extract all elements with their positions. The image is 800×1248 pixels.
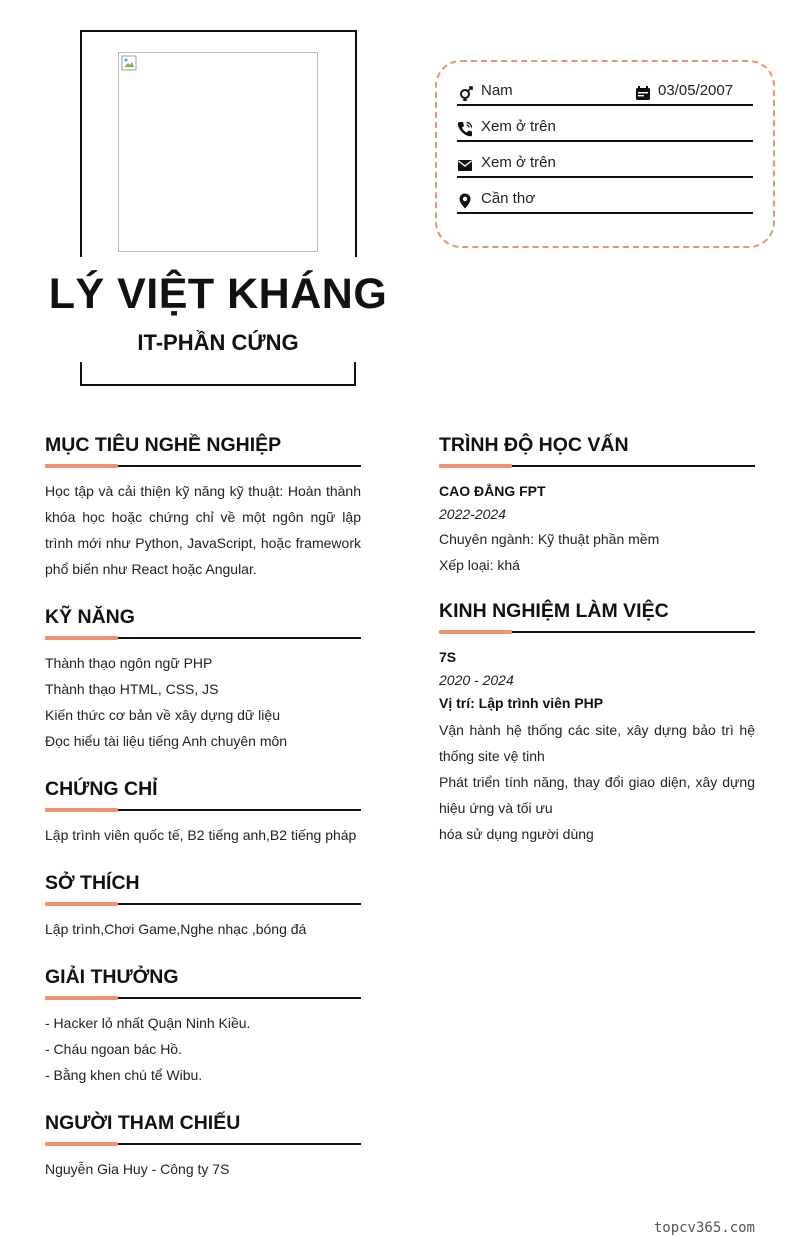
experience-role: Vị trí: Lập trình viên PHP (439, 695, 604, 711)
section-certificates (45, 776, 361, 848)
list-item: hóa sử dụng người dùng (439, 826, 594, 842)
company-name: 7S (439, 649, 457, 665)
section-divider (45, 808, 361, 812)
contact-row-address (457, 190, 753, 214)
section-divider (439, 630, 755, 634)
section-divider (439, 464, 755, 468)
section-experience (439, 598, 755, 847)
birthday-value: 03/05/2007 (658, 82, 734, 99)
list-item: Thành thạo ngôn ngữ PHP (45, 655, 213, 671)
section-divider (45, 902, 361, 906)
section-title: KINH NGHIỆM LÀM VIỆC (439, 600, 669, 622)
phone-value: Xem ở trên (481, 118, 556, 135)
section-awards (45, 964, 361, 1088)
list-item: - Bằng khen chú tể Wibu. (45, 1067, 203, 1083)
list-item: Kiến thức cơ bản về xây dựng dữ liệu (45, 707, 280, 723)
calendar-icon (635, 85, 651, 101)
contact-row-gender-birthday (457, 82, 753, 106)
contact-row-email (457, 154, 753, 178)
objective-text: Học tập và cải thiện kỹ năng kỹ thuật: Hoàn thành khóa học hoặc chứng chỉ về một ngôn ngữ lập trình mới như Python, JavaScript, hoặc framework phổ biến như React hoặc Angular. (45, 483, 361, 577)
list-item: - Hacker lỏ nhất Quận Ninh Kiều. (45, 1015, 251, 1031)
section-divider (45, 1142, 361, 1146)
education-major: Chuyên ngành: Kỹ thuật phần mềm (439, 531, 660, 547)
email-value: Xem ở trên (481, 154, 556, 171)
candidate-position: IT-PHẦN CỨNG (137, 330, 299, 355)
section-title: MỤC TIÊU NGHỀ NGHIỆP (45, 434, 282, 456)
gender-value: Nam (481, 82, 513, 99)
experience-period: 2020 - 2024 (439, 672, 514, 688)
address-value: Cần thơ (481, 190, 536, 207)
section-divider (45, 636, 361, 640)
map-pin-icon (457, 193, 473, 209)
section-title: SỞ THÍCH (45, 872, 140, 894)
section-divider (45, 464, 361, 468)
section-title: GIẢI THƯỞNG (45, 966, 179, 988)
education-grade: Xếp loại: khá (439, 557, 520, 573)
section-references (45, 1110, 361, 1182)
section-divider (45, 996, 361, 1000)
hobbies-text: Lập trình,Chơi Game,Nghe nhạc ,bóng đá (45, 921, 307, 937)
portrait-frame-bottom (80, 362, 356, 386)
section-skills (45, 604, 361, 754)
list-item: Thành thạo HTML, CSS, JS (45, 681, 219, 697)
broken-image-icon (121, 55, 137, 71)
section-objective (45, 432, 361, 582)
avatar (118, 52, 318, 252)
envelope-icon (457, 157, 473, 173)
section-hobbies (45, 870, 361, 942)
candidate-name: LÝ VIỆT KHÁNG (48, 270, 388, 318)
section-title: KỸ NĂNG (45, 606, 135, 628)
list-item: Vận hành hệ thống các site, xây dựng bảo trì hệ thống site vệ tinh (439, 722, 755, 764)
section-title: TRÌNH ĐỘ HỌC VẤN (439, 434, 629, 456)
school-name: CAO ĐẲNG FPT (439, 483, 546, 499)
certificates-text: Lập trình viên quốc tế, B2 tiếng anh,B2 tiếng pháp (45, 827, 357, 843)
list-item: - Cháu ngoan bác Hồ. (45, 1041, 182, 1057)
list-item: Phát triển tính năng, thay đổi giao diện, xây dựng hiệu ứng và tối ưu (439, 774, 755, 816)
section-education (439, 432, 755, 578)
section-title: NGƯỜI THAM CHIẾU (45, 1112, 241, 1134)
education-period: 2022-2024 (439, 506, 506, 522)
section-title: CHỨNG CHỈ (45, 778, 158, 800)
contact-row-phone (457, 118, 753, 142)
phone-icon (457, 121, 473, 137)
references-text: Nguyễn Gia Huy - Công ty 7S (45, 1161, 230, 1177)
gender-icon (457, 85, 473, 101)
brand-watermark: topcv365.com (653, 1220, 755, 1236)
list-item: Đọc hiểu tài liệu tiếng Anh chuyên môn (45, 733, 288, 749)
